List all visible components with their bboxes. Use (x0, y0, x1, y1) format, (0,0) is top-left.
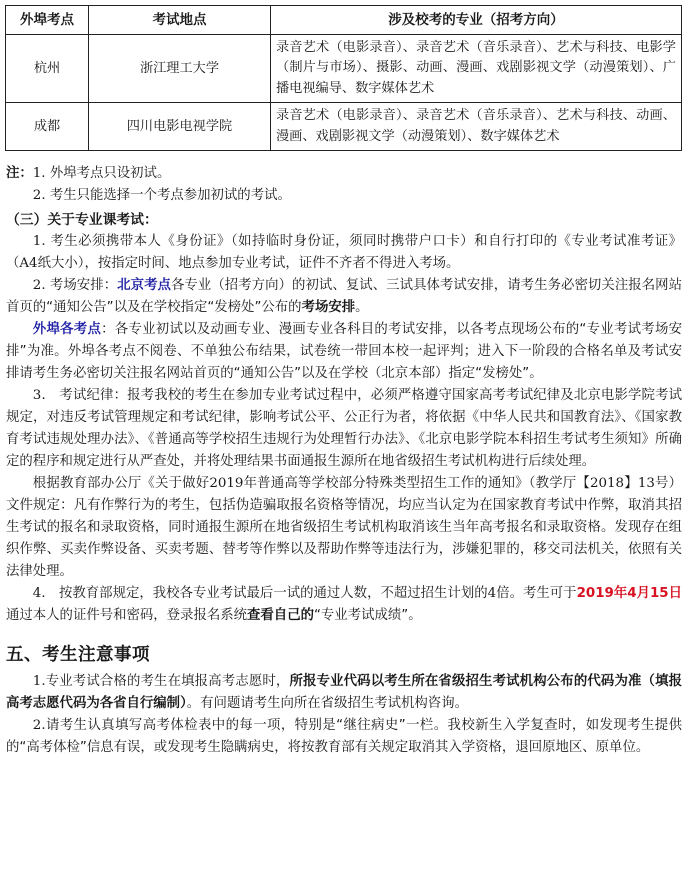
moe-text-a: 根据教育部办公厅《关于做好 (32, 476, 210, 492)
section-heading-5: 五、考生注意事项 (6, 645, 150, 666)
item-2-number: 2. (32, 278, 46, 294)
moe-text-b: 年普通高等学校部分特殊类型招生工作的通知》（教学厅【 (243, 476, 590, 492)
table-col-header-place: 考试地点 (89, 6, 271, 35)
item-3-number: 3． (32, 388, 56, 404)
moe-doc-year: 2018 (589, 476, 625, 492)
section3-item-3 (6, 385, 682, 473)
note-item-2 (6, 185, 682, 207)
document-body (0, 151, 687, 759)
item-4-text-b: 倍。考生可于 (496, 586, 577, 602)
quota-multiplier: 4 (487, 586, 497, 602)
table-cell-place: 浙江理工大学 (89, 35, 271, 103)
item-3-text: 考试纪律：报考我校的考生在参加专业考试过程中，必须严格遵守国家高考考试纪律及北京电影学院考试规定，对违反考试管理规定和考试纪律，影响考试公平、公正行为者，将依据《中华人民共和国教育法》、《国家教育考试违规处理办法》、《普通高等学校招生违规行为处理暂行办法》、《北京电影学院本科招生考试考生须知》所确定的程序和规定进行从严查处，并将处理结果书面通报生源所在地省级招生考试机构进行后续处理。 (6, 388, 682, 470)
item-2-lead: 考场安排： (49, 278, 118, 294)
s5-item-1-number: 1. (32, 674, 46, 690)
item-4-number: 4． (32, 586, 55, 602)
moe-doc-number: 13 (637, 476, 655, 492)
view-own-bold: 查看自己的 (247, 608, 314, 624)
section-heading-3: （三）关于专业课考试： (6, 212, 158, 229)
note-1-number: 1. (32, 166, 46, 182)
table-cell-city: 杭州 (6, 35, 89, 103)
note-2-number: 2. (32, 188, 46, 204)
moe-text-d: 号）文件规定：凡有作弊行为的考生，包括伪造骗取报名资格等情况，均应当认定为在国家教育考试中作弊，取消其招生考试的报名和录取资格，同时通报生源所在地省级招生考试机构取消该生当年高考报名和录取资格。发现存在组织作弊、买卖作弊设备、买卖考题、替考等作弊以及帮助作弊等违法行为，涉嫌犯罪的，移交司法机关，依照有关法律处理。 (6, 476, 683, 580)
result-date-highlight: 2019年4月15日 (576, 586, 682, 602)
exam-arrangement-bold: 考场安排 (301, 300, 356, 316)
table-cell-place: 四川电影电视学院 (89, 103, 271, 151)
table-cell-majors: 录音艺术（电影录音）、录音艺术（音乐录音）、艺术与科技、动画、漫画、戏剧影视文学（动漫策划）、数字媒体艺术 (271, 103, 682, 151)
table-cell-majors: 录音艺术（电影录音）、录音艺术（音乐录音）、艺术与科技、电影学（制片与市场）、摄影、动画、漫画、戏剧影视文学（动漫策划）、广播电视编导、数字媒体艺术 (271, 35, 682, 103)
item-4-text-d: “专业考试成绩”。 (313, 608, 422, 624)
major-code-bold: 所报专业代码以考生所在省级招生考试机构公布的代码为准（填报高考志愿代码为各省自行编制） (6, 674, 683, 712)
s5-item-1-text-b: 。有问题请考生向所在省级招生考试机构咨询。 (186, 696, 468, 712)
item-2-text: 各专业（招考方向）的初试、复试、三试具体考试安排，请考生务必密切关注报名网站首页的“通知公告”以及在学校指定“发榜处”公布的 (6, 278, 683, 316)
section5-item-1 (6, 671, 682, 715)
section3-outsite-para (6, 319, 682, 385)
section3-item-1 (6, 231, 682, 275)
item-1-text-a: 考生必须携带本人《身份证》（如持临时身份证，须同时携带户口卡）和自行打印的《专业考试准考证》（ (6, 234, 683, 272)
table-header-row (6, 6, 682, 35)
beijing-site-highlight: 北京考点 (117, 278, 171, 294)
note-2-text: 考生只能选择一个考点参加初试的考试。 (49, 188, 291, 204)
s5-item-2-text: 请考生认真填写高考体检表中的每一项，特别是“继往病史”一栏。我校新生入学复查时，如发现考生提供的“高考体检”信息有误，或发现考生隐瞒病史，将按教育部有关规定取消其入学资格，退回原地区、原单位。 (6, 718, 682, 756)
outside-sites-highlight: 外埠各考点 (32, 322, 102, 338)
item-1-number: 1. (32, 234, 46, 250)
section3-moe-para (6, 473, 682, 583)
exam-sites-table (5, 5, 682, 151)
item-4-text-a: 按教育部规定，我校各专业考试最后一试的通过人数，不超过招生计划的 (58, 586, 488, 602)
table-col-header-city: 外埠考点 (6, 6, 89, 35)
section3-item-2 (6, 275, 682, 319)
moe-text-c: 】 (624, 476, 638, 492)
document-page (0, 5, 687, 875)
outside-sites-text: ：各专业初试以及动画专业、漫画专业各科目的考试安排，以各考点现场公布的“专业考试考场安排”为准。外埠各考点不阅卷、不单独公布结果，试卷统一带回本校一起评判；进入下一阶段的合格名单及考试安排请考生务必密切关注报名网站首页的“通知公告”以及在学校（北京本部）指定“发榜处”。 (6, 322, 682, 382)
table-row (6, 35, 682, 103)
table-col-header-majors: 涉及校考的专业（招考方向） (271, 6, 682, 35)
note-item-1 (6, 163, 682, 185)
table-cell-city: 成都 (6, 103, 89, 151)
table-row (6, 103, 682, 151)
section3-item-4 (6, 583, 682, 627)
s5-item-1-text-a: 专业考试合格的考生在填报高考志愿时， (45, 674, 290, 690)
table-body (6, 35, 682, 151)
item-4-text-c: 通过本人的证件号和密码，登录报名系统 (6, 608, 248, 624)
section5-item-2 (6, 715, 682, 759)
s5-item-2-number: 2. (32, 718, 46, 734)
note-1-text: 外埠考点只设初试。 (49, 166, 171, 182)
moe-year: 2019 (209, 476, 244, 492)
paper-size-a4: A4 (19, 256, 38, 272)
item-2-period: 。 (355, 300, 369, 316)
item-1-text-b: 纸大小），按指定时间、地点参加专业考试，证件不齐者不得进入考场。 (37, 256, 460, 272)
table-header (6, 6, 682, 35)
note-label: 注： (6, 166, 33, 182)
